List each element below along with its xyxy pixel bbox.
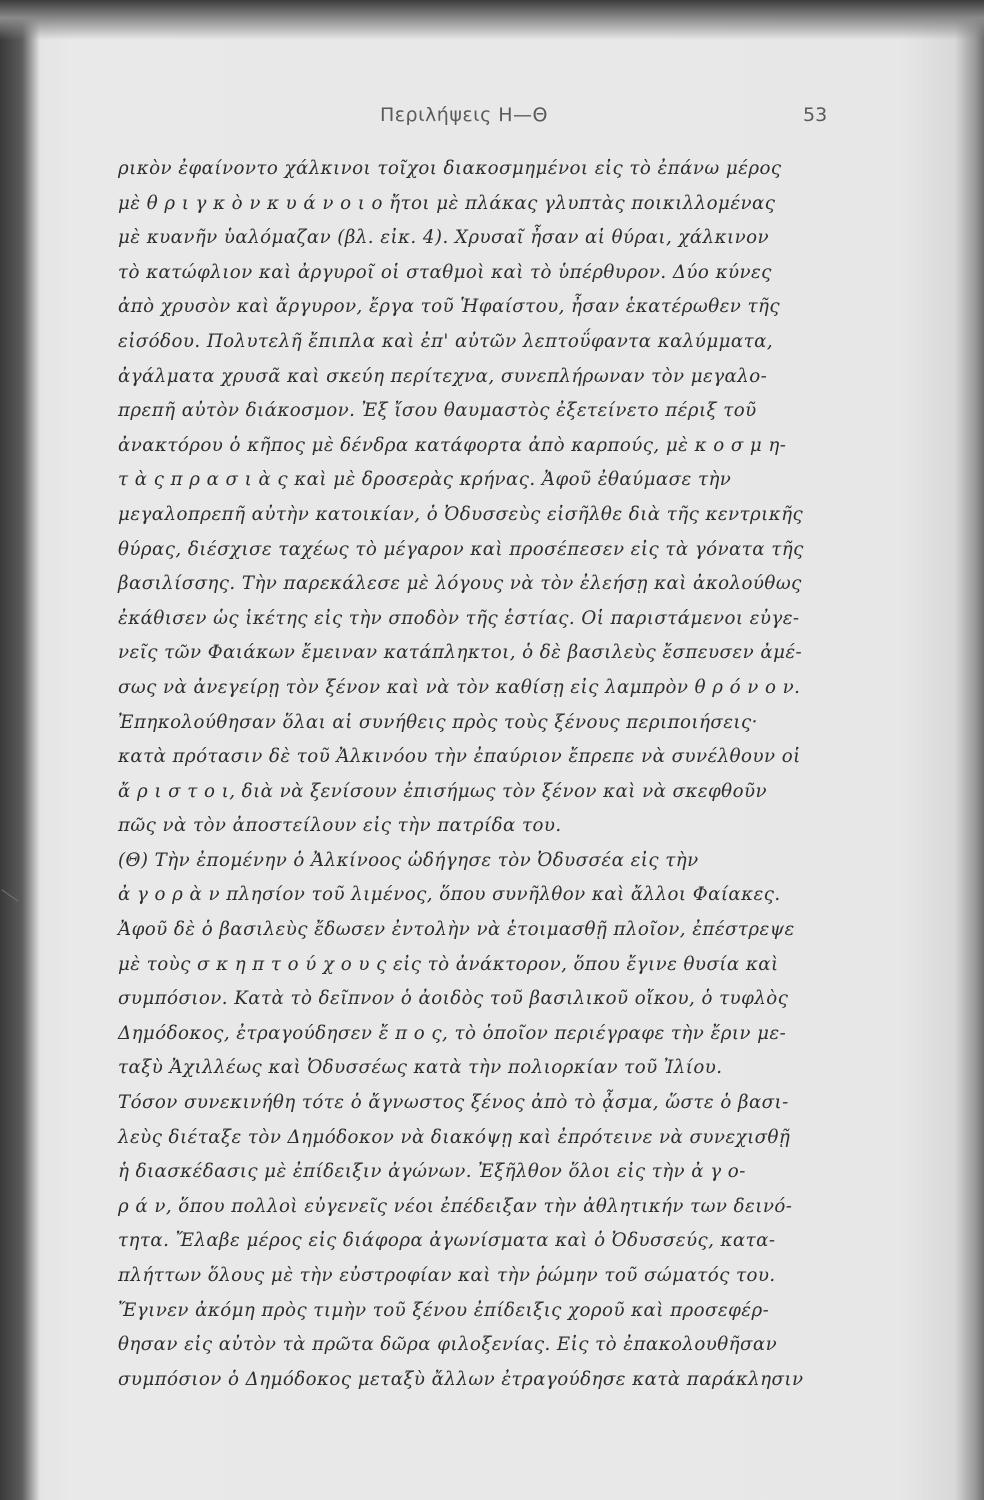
text-line: (Θ) Τὴν ἐπομένην ὁ Ἀλκίνοος ὡδήγησε τὸν Ὀδυσσέα εἰς τὴν: [118, 849, 699, 871]
text-line: τητα. Ἔλαβε μέρος εἰς διάφορα ἀγωνίσματα καὶ ὁ Ὀδυσσεύς, κατα-: [118, 1230, 776, 1252]
text-line: τ ὰ ς π ρ α σ ι ὰ ς καὶ μὲ δροσερὰς κρήνας. Ἀφοῦ ἐθαύμασε τὴν: [118, 469, 732, 491]
text-line: ρικὸν ἐφαίνοντο χάλκινοι τοῖχοι διακοσμημένοι εἰς τὸ ἐπάνω μέρος: [118, 158, 782, 179]
text-line: Ἐπηκολούθησαν ὅλαι αἱ συνήθεις πρὸς τοὺς ξένους περιποιήσεις·: [118, 711, 758, 733]
text-line: ἄ ρ ι σ τ ο ι, διὰ νὰ ξενίσουν ἐπισήμως τὸν ξένον καὶ νὰ σκεφθοῦν: [118, 780, 767, 802]
text-line: ἐκάθισεν ὡς ἱκέτης εἰς τὴν σποδὸν τῆς ἑστίας. Οἱ παριστάμενοι εὐγε-: [118, 607, 800, 629]
text-line: ἀγάλματα χρυσᾶ καὶ σκεύη περίτεχνα, συνεπλήρωναν τὸν μεγαλο-: [118, 365, 768, 387]
text-line: κατὰ πρότασιν δὲ τοῦ Ἀλκινόου τὴν ἐπαύριον ἔπρεπε νὰ συνέλθουν οἱ: [118, 746, 801, 768]
text-line: ἀπὸ χρυσὸν καὶ ἄργυρον, ἔργα τοῦ Ἡφαίστου, ἦσαν ἑκατέρωθεν τῆς: [118, 296, 781, 318]
text-line: θησαν εἰς αὐτὸν τὰ πρῶτα δῶρα φιλοξενίας. Εἰς τὸ ἐπακολουθῆσαν: [118, 1334, 778, 1356]
text-line: πλήττων ὅλους μὲ τὴν εὐστροφίαν καὶ τὴν ῥώμην τοῦ σώματός του.: [118, 1265, 776, 1286]
text-line: ταξὺ Ἀχιλλέως καὶ Ὀδυσσέως κατὰ τὴν πολιορκίαν τοῦ Ἰλίου.: [118, 1057, 723, 1079]
text-line: μεγαλοπρεπῆ αὐτὴν κατοικίαν, ὁ Ὀδυσσεὺς εἰσῆλθε διὰ τῆς κεντρικῆς: [118, 503, 804, 525]
text-line: μὲ κυανῆν ὑαλόμαζαν (βλ. εἰκ. 4). Χρυσαῖ ἦσαν αἱ θύραι, χάλκινον: [118, 227, 769, 249]
text-line: Ἀφοῦ δὲ ὁ βασιλεὺς ἔδωσεν ἐντολὴν νὰ ἑτοιμασθῇ πλοῖον, ἐπέστρεψε: [118, 919, 795, 941]
text-line: ρ ά ν, ὅπου πολλοὶ εὐγενεῖς νέοι ἐπέδειξαν τὴν ἀθλητικήν των δεινό-: [118, 1195, 793, 1217]
text-line: Ἔγινεν ἀκόμη πρὸς τιμὴν τοῦ ξένου ἐπίδειξις χοροῦ καὶ προσεφέρ-: [118, 1299, 770, 1321]
text-line: πῶς νὰ τὸν ἀποστείλουν εἰς τὴν πατρίδα του.: [118, 815, 562, 837]
text-line: εἰσόδου. Πολυτελῆ ἔπιπλα καὶ ἐπ' αὐτῶν λεπτοΰφαντα καλύμματα,: [118, 330, 774, 352]
text-line: μὲ θ ρ ι γ κ ὸ ν κ υ ά ν ο ι ο ἤτοι μὲ πλάκας γλυπτὰς ποικιλλομένας: [118, 192, 776, 214]
text-line: θύρας, διέσχισε ταχέως τὸ μέγαρον καὶ προσέπεσεν εἰς τὰ γόνατα τῆς: [118, 538, 804, 560]
text-line: σως νὰ ἀνεγείρῃ τὸν ξένον καὶ νὰ τὸν καθίσῃ εἰς λαμπρὸν θ ρ ό ν ο ν.: [118, 676, 801, 698]
text-line: ἀνακτόρου ὁ κῆπος μὲ δένδρα κατάφορτα ἀπὸ καρπούς, μὲ κ ο σ μ η-: [118, 434, 787, 456]
text-line: βασιλίσσης. Τὴν παρεκάλεσε μὲ λόγους νὰ τὸν ἐλεήσῃ καὶ ἀκολούθως: [118, 573, 802, 595]
text-line: συμπόσιον. Κατὰ τὸ δεῖπνον ὁ ἀοιδὸς τοῦ βασιλικοῦ οἴκου, ὁ τυφλὸς: [118, 988, 789, 1010]
text-line: Τόσον συνεκινήθη τότε ὁ ἄγνωστος ξένος ἀπὸ τὸ ᾆσμα, ὥστε ὁ βασι-: [118, 1092, 789, 1114]
body-text: [118, 152, 826, 1397]
text-line: Δημόδοκος, ἐτραγούδησεν ἔ π ο ς, τὸ ὁποῖον περιέγραφε τὴν ἔριν με-: [118, 1022, 787, 1044]
margin-mark: [2, 889, 19, 901]
text-line: μὲ τοὺς σ κ η π τ ο ύ χ ο υ ς εἰς τὸ ἀνάκτορον, ὅπου ἔγινε θυσία καὶ: [118, 953, 779, 975]
text-line: ἡ διασκέδασις μὲ ἐπίδειξιν ἀγώνων. Ἐξῆλθον ὅλοι εἰς τὴν ἀ γ ο-: [118, 1161, 746, 1183]
page-header: [0, 100, 984, 136]
running-title: Περιλήψεις Η—Θ: [380, 104, 548, 126]
text-line: συμπόσιον ὁ Δημόδοκος μεταξὺ ἄλλων ἐτραγούδησε κατὰ παράκλησιν: [118, 1368, 804, 1390]
text-line: νεῖς τῶν Φαιάκων ἔμειναν κατάπληκτοι, ὁ δὲ βασιλεὺς ἔσπευσεν ἀμέ-: [118, 642, 803, 664]
page-number: 53: [803, 104, 828, 126]
text-line: ἀ γ ο ρ ὰ ν πλησίον τοῦ λιμένος, ὅπου συνῆλθον καὶ ἄλλοι Φαίακες.: [118, 884, 781, 906]
text-line: τὸ κατώφλιον καὶ ἀργυροῖ οἱ σταθμοὶ καὶ τὸ ὑπέρθυρον. Δύο κύνες: [118, 261, 772, 283]
text-line: πρεπῆ αὐτὸν διάκοσμον. Ἐξ ἴσου θαυμαστὸς ἐξετείνετο πέριξ τοῦ: [118, 400, 757, 422]
text-line: λεὺς διέταξε τὸν Δημόδοκον νὰ διακόψῃ καὶ ἐπρότεινε νὰ συνεχισθῇ: [118, 1126, 791, 1148]
